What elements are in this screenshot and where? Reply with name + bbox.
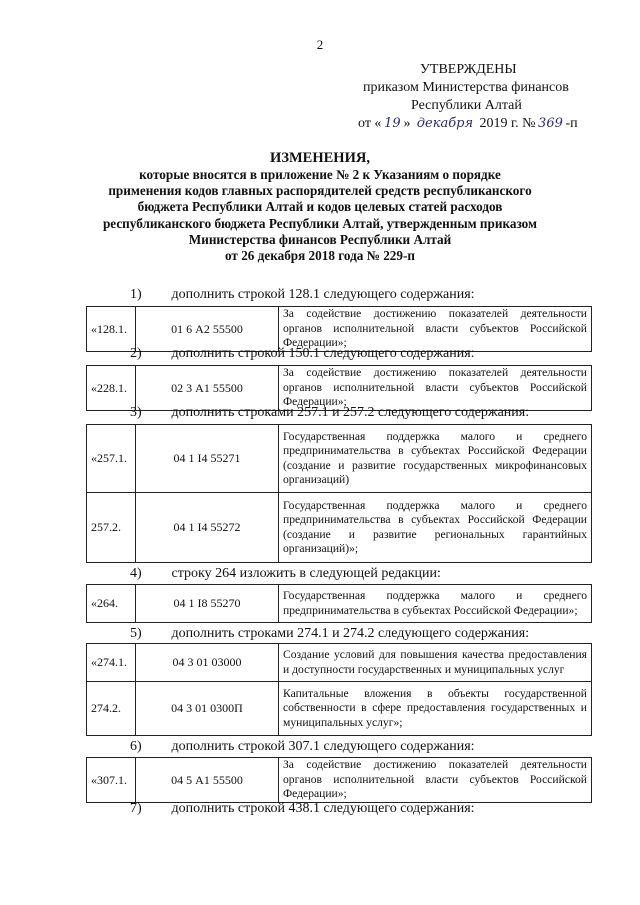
section-3-heading [130,405,529,421]
section-4-table [86,584,592,623]
section-5-table [86,643,592,736]
handwritten-day: 19 [384,116,401,131]
row-description: Государственная поддержка малого и среднего предпринимательства в субъектах Российской Федерации»; [279,585,592,623]
row-code: «307.1. [87,758,136,803]
section-number: 4) [130,566,142,581]
section-7-heading [130,801,475,817]
section-number: 5) [130,626,142,641]
section-number: 3) [130,405,142,420]
row-description: Государственная поддержка малого и среднего предпринимательства в субъектах Российской Федерации (создание и развитие региональных гарантийных организаций)»; [279,493,592,563]
row-code: «228.1. [87,366,136,411]
section-2-table [86,365,592,411]
table-row [87,307,592,352]
approval-heading: УТВЕРЖДЕНЫ [420,62,517,77]
table-row [87,758,592,803]
section-text: строку 264 изложить в следующей редакции: [171,566,441,581]
row-kcsr: 04 1 I4 55272 [136,493,279,563]
subtitle-line: республиканского бюджета Республики Алтай, утвержденным приказом [102,215,538,231]
table-row [87,644,592,682]
section-6-table [86,757,592,803]
approval-order: приказом Министерства финансов [363,80,569,95]
subtitle-line: бюджета Республики Алтай и кодов целевых статей расходов [137,199,503,215]
approval-date-line [358,116,578,132]
row-code: «257.1. [87,425,136,493]
row-description: За содействие достижению показателей деятельности органов исполнительной власти субъектов Российской Федерации»; [279,366,592,411]
row-code: 274.2. [87,682,136,736]
row-description: Капитальные вложения в объекты государственной собственности в сфере предоставления государственных и муниципальных услуг»; [279,682,592,736]
approval-republic: Республики Алтай [411,98,522,113]
row-description: Государственная поддержка малого и среднего предпринимательства в субъектах Российской Федерации (создание и развитие государственных микрофинансовых организаций) [279,425,592,493]
subtitle-line: Министерства финансов Республики Алтай [188,231,452,247]
handwritten-number: 369 [538,116,563,131]
section-6-heading [130,739,475,755]
row-kcsr: 02 3 А1 55500 [136,366,279,411]
row-code: «264. [87,585,136,623]
section-text: дополнить строками 257.1 и 257.2 следующего содержания: [171,405,530,420]
section-2-heading [130,346,475,362]
row-code: 257.2. [87,493,136,563]
subtitle-line: применения кодов главных распорядителей средств республиканского [108,183,532,199]
section-text: дополнить строками 274.1 и 274.2 следующего содержания: [171,626,530,641]
section-5-heading [130,626,529,642]
row-code: «128.1. [87,307,136,352]
section-3-table [86,424,592,563]
row-kcsr: 04 3 01 0300П [136,682,279,736]
section-1-table [86,306,592,352]
document-title: ИЗМЕНЕНИЯ, [270,150,370,166]
section-4-heading [130,566,441,582]
section-number: 2) [130,346,142,361]
row-description: За содействие достижению показателей деятельности органов исполнительной власти субъектов Российской Федерации»; [279,307,592,352]
section-text: дополнить строкой 438.1 следующего содержания: [171,801,475,816]
row-code: «274.1. [87,644,136,682]
row-kcsr: 04 3 01 03000 [136,644,279,682]
row-kcsr: 04 5 А1 55500 [136,758,279,803]
row-kcsr: 01 6 А2 55500 [136,307,279,352]
subtitle-line: от 26 декабря 2018 года № 229-п [225,248,415,264]
table-row [87,493,592,563]
section-text: дополнить строкой 150.1 следующего содержания: [171,346,475,361]
table-row [87,682,592,736]
row-kcsr: 04 1 I8 55270 [136,585,279,623]
section-1-heading [130,287,475,303]
row-kcsr: 04 1 I4 55271 [136,425,279,493]
section-text: дополнить строкой 307.1 следующего содержания: [171,739,475,754]
number-suffix: -п [565,116,578,131]
row-description: За содействие достижению показателей деятельности органов исполнительной власти субъектов Российской Федерации»; [279,758,592,803]
handwritten-month: декабря [416,116,474,131]
page-number: 2 [316,37,324,52]
section-text: дополнить строкой 128.1 следующего содержания: [171,287,475,302]
row-description: Создание условий для повышения качества предоставления и доступности государственных и муниципальных услуг [279,644,592,682]
date-mid: » [403,116,411,131]
section-number: 1) [130,287,142,302]
section-number: 7) [130,801,142,816]
table-row [87,585,592,623]
document-subtitle [60,167,580,264]
table-row [87,425,592,493]
section-number: 6) [130,739,142,754]
date-prefix: от « [358,116,382,131]
date-year: 2019 г. № [479,116,536,131]
subtitle-line: которые вносятся в приложение № 2 к Указаниям о порядке [139,167,501,182]
table-row [87,366,592,411]
